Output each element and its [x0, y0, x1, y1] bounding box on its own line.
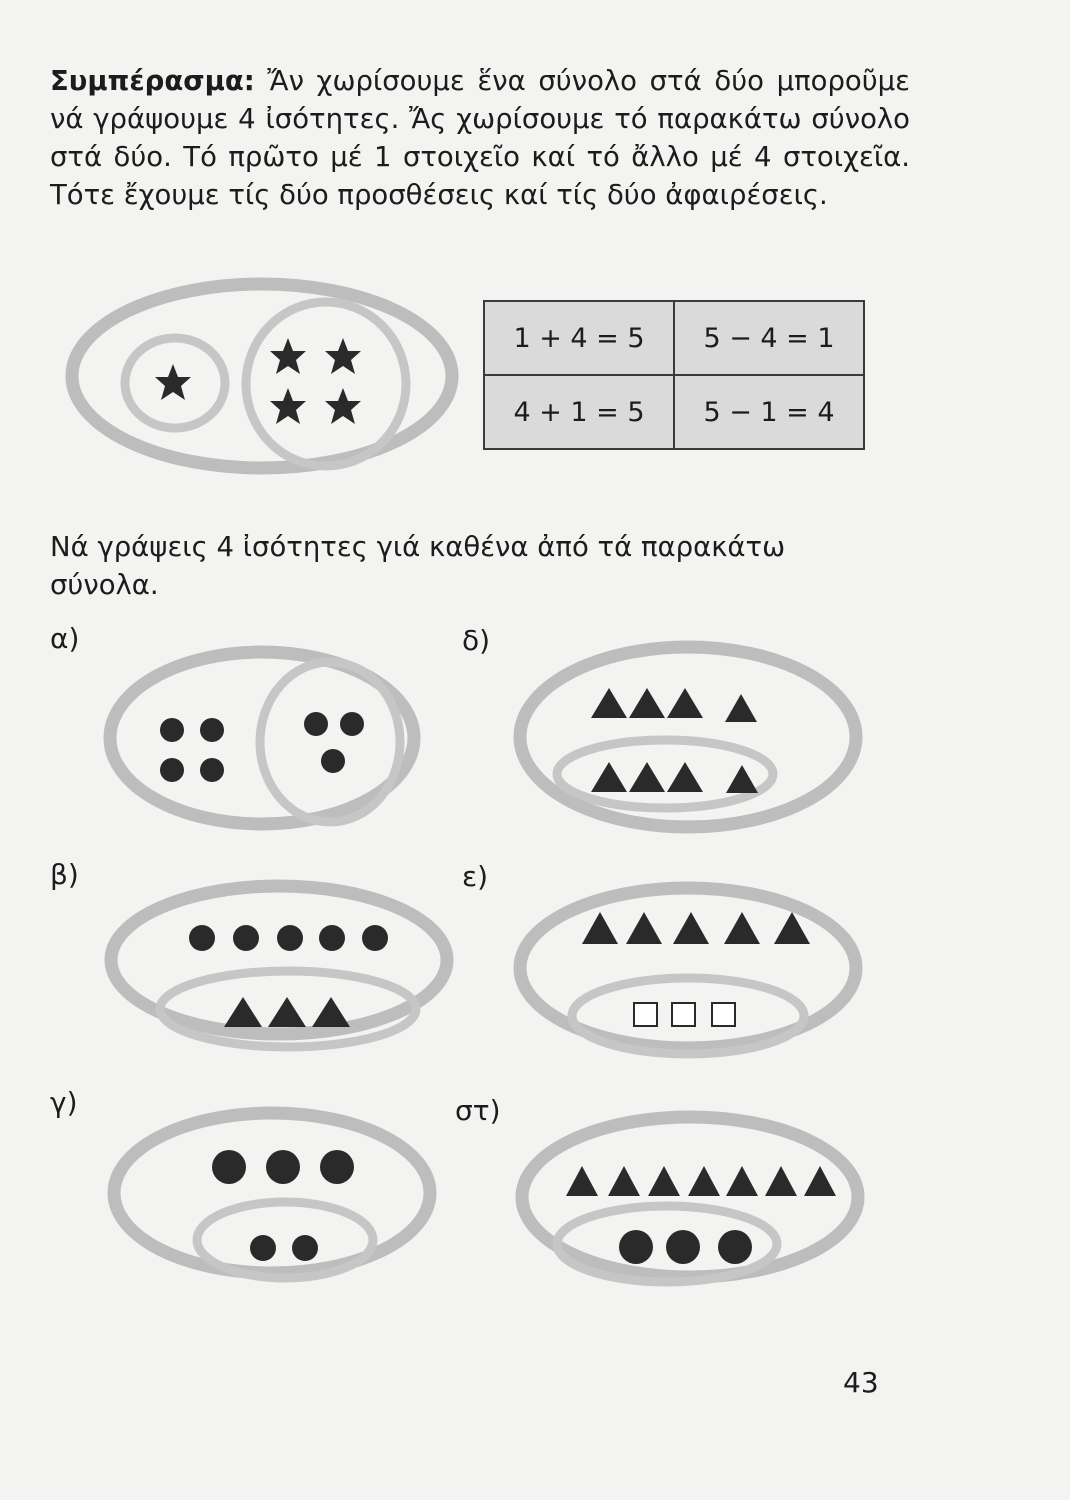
triangle-icon — [224, 997, 262, 1027]
triangle-icon — [566, 1166, 598, 1196]
triangle-icon — [688, 1166, 720, 1196]
circle-icon — [619, 1230, 653, 1264]
star-icon — [325, 338, 361, 374]
triangle-icon — [608, 1166, 640, 1196]
square-icon — [712, 1003, 735, 1026]
triangle-icon — [629, 762, 665, 792]
triangle-icon — [726, 1166, 758, 1196]
circle-icon — [200, 718, 224, 742]
set-e — [520, 888, 856, 1054]
circle-icon — [233, 925, 259, 951]
star-icon — [325, 388, 361, 424]
set-a — [110, 652, 414, 824]
star-icon — [155, 364, 191, 400]
triangle-icon — [591, 762, 627, 792]
equation-cell: 5 − 1 = 4 — [674, 375, 864, 449]
circle-icon — [666, 1230, 700, 1264]
circle-icon — [160, 758, 184, 782]
triangle-icon — [804, 1166, 836, 1196]
exercise-label-d: δ) — [462, 624, 491, 657]
circle-icon — [321, 749, 345, 773]
circle-icon — [250, 1235, 276, 1261]
task-instruction: Νά γράψεις 4 ἰσότητες γιά καθένα ἀπό τά παρακάτω σύνολα. — [50, 531, 786, 601]
circle-icon — [200, 758, 224, 782]
conclusion-text: Ἄν χωρίσουμε ἕνα σύνολο στά δύο μποροῦμε νά γράψουμε 4 ἰσότητες. Ἄς χωρίσουμε τό παρακάτω σύνολο στά δύο. Τό πρῶτο μέ 1 στοιχεῖο καί τό ἄλλο μέ 4 στοιχεῖα. Τότε ἔχουμε τίς δύο προσθέσεις καί τίς δύο ἀφαιρέσεις. — [50, 65, 910, 211]
star-icon — [270, 338, 306, 374]
triangle-icon — [667, 762, 703, 792]
circle-icon — [212, 1150, 246, 1184]
exercise-label-f: στ) — [455, 1094, 501, 1127]
conclusion-lead: Συμπέρασμα: — [50, 65, 255, 97]
circle-icon — [277, 925, 303, 951]
triangle-icon — [667, 688, 703, 718]
exercise-label-b: β) — [50, 858, 79, 891]
circle-icon — [320, 1150, 354, 1184]
circle-icon — [189, 925, 215, 951]
example-set — [72, 284, 452, 468]
triangle-icon — [725, 694, 757, 722]
set-d — [520, 647, 856, 827]
circle-icon — [304, 712, 328, 736]
triangle-icon — [673, 912, 709, 944]
square-icon — [672, 1003, 695, 1026]
triangle-icon — [626, 912, 662, 944]
equation-cell: 5 − 4 = 1 — [674, 301, 864, 375]
set-f — [522, 1117, 858, 1282]
circle-icon — [292, 1235, 318, 1261]
circle-icon — [340, 712, 364, 736]
set-b — [111, 886, 447, 1047]
set-c — [114, 1113, 430, 1278]
circle-icon — [319, 925, 345, 951]
triangle-icon — [591, 688, 627, 718]
star-icon — [270, 388, 306, 424]
exercise-label-c: γ) — [50, 1086, 78, 1119]
triangle-icon — [629, 688, 665, 718]
equation-cell: 4 + 1 = 5 — [484, 375, 674, 449]
circle-icon — [266, 1150, 300, 1184]
triangle-icon — [268, 997, 306, 1027]
square-icon — [634, 1003, 657, 1026]
circle-icon — [718, 1230, 752, 1264]
page-number: 43 — [843, 1366, 879, 1399]
triangle-icon — [312, 997, 350, 1027]
circle-icon — [362, 925, 388, 951]
subset-a — [260, 662, 400, 822]
exercise-label-e: ε) — [462, 860, 489, 893]
triangle-icon — [648, 1166, 680, 1196]
equation-cell: 1 + 4 = 5 — [484, 301, 674, 375]
triangle-icon — [724, 912, 760, 944]
circle-icon — [160, 718, 184, 742]
triangle-icon — [765, 1166, 797, 1196]
triangle-icon — [582, 912, 618, 944]
triangle-icon — [726, 765, 758, 793]
exercise-label-a: α) — [50, 622, 80, 655]
example-subset-four — [246, 302, 406, 466]
